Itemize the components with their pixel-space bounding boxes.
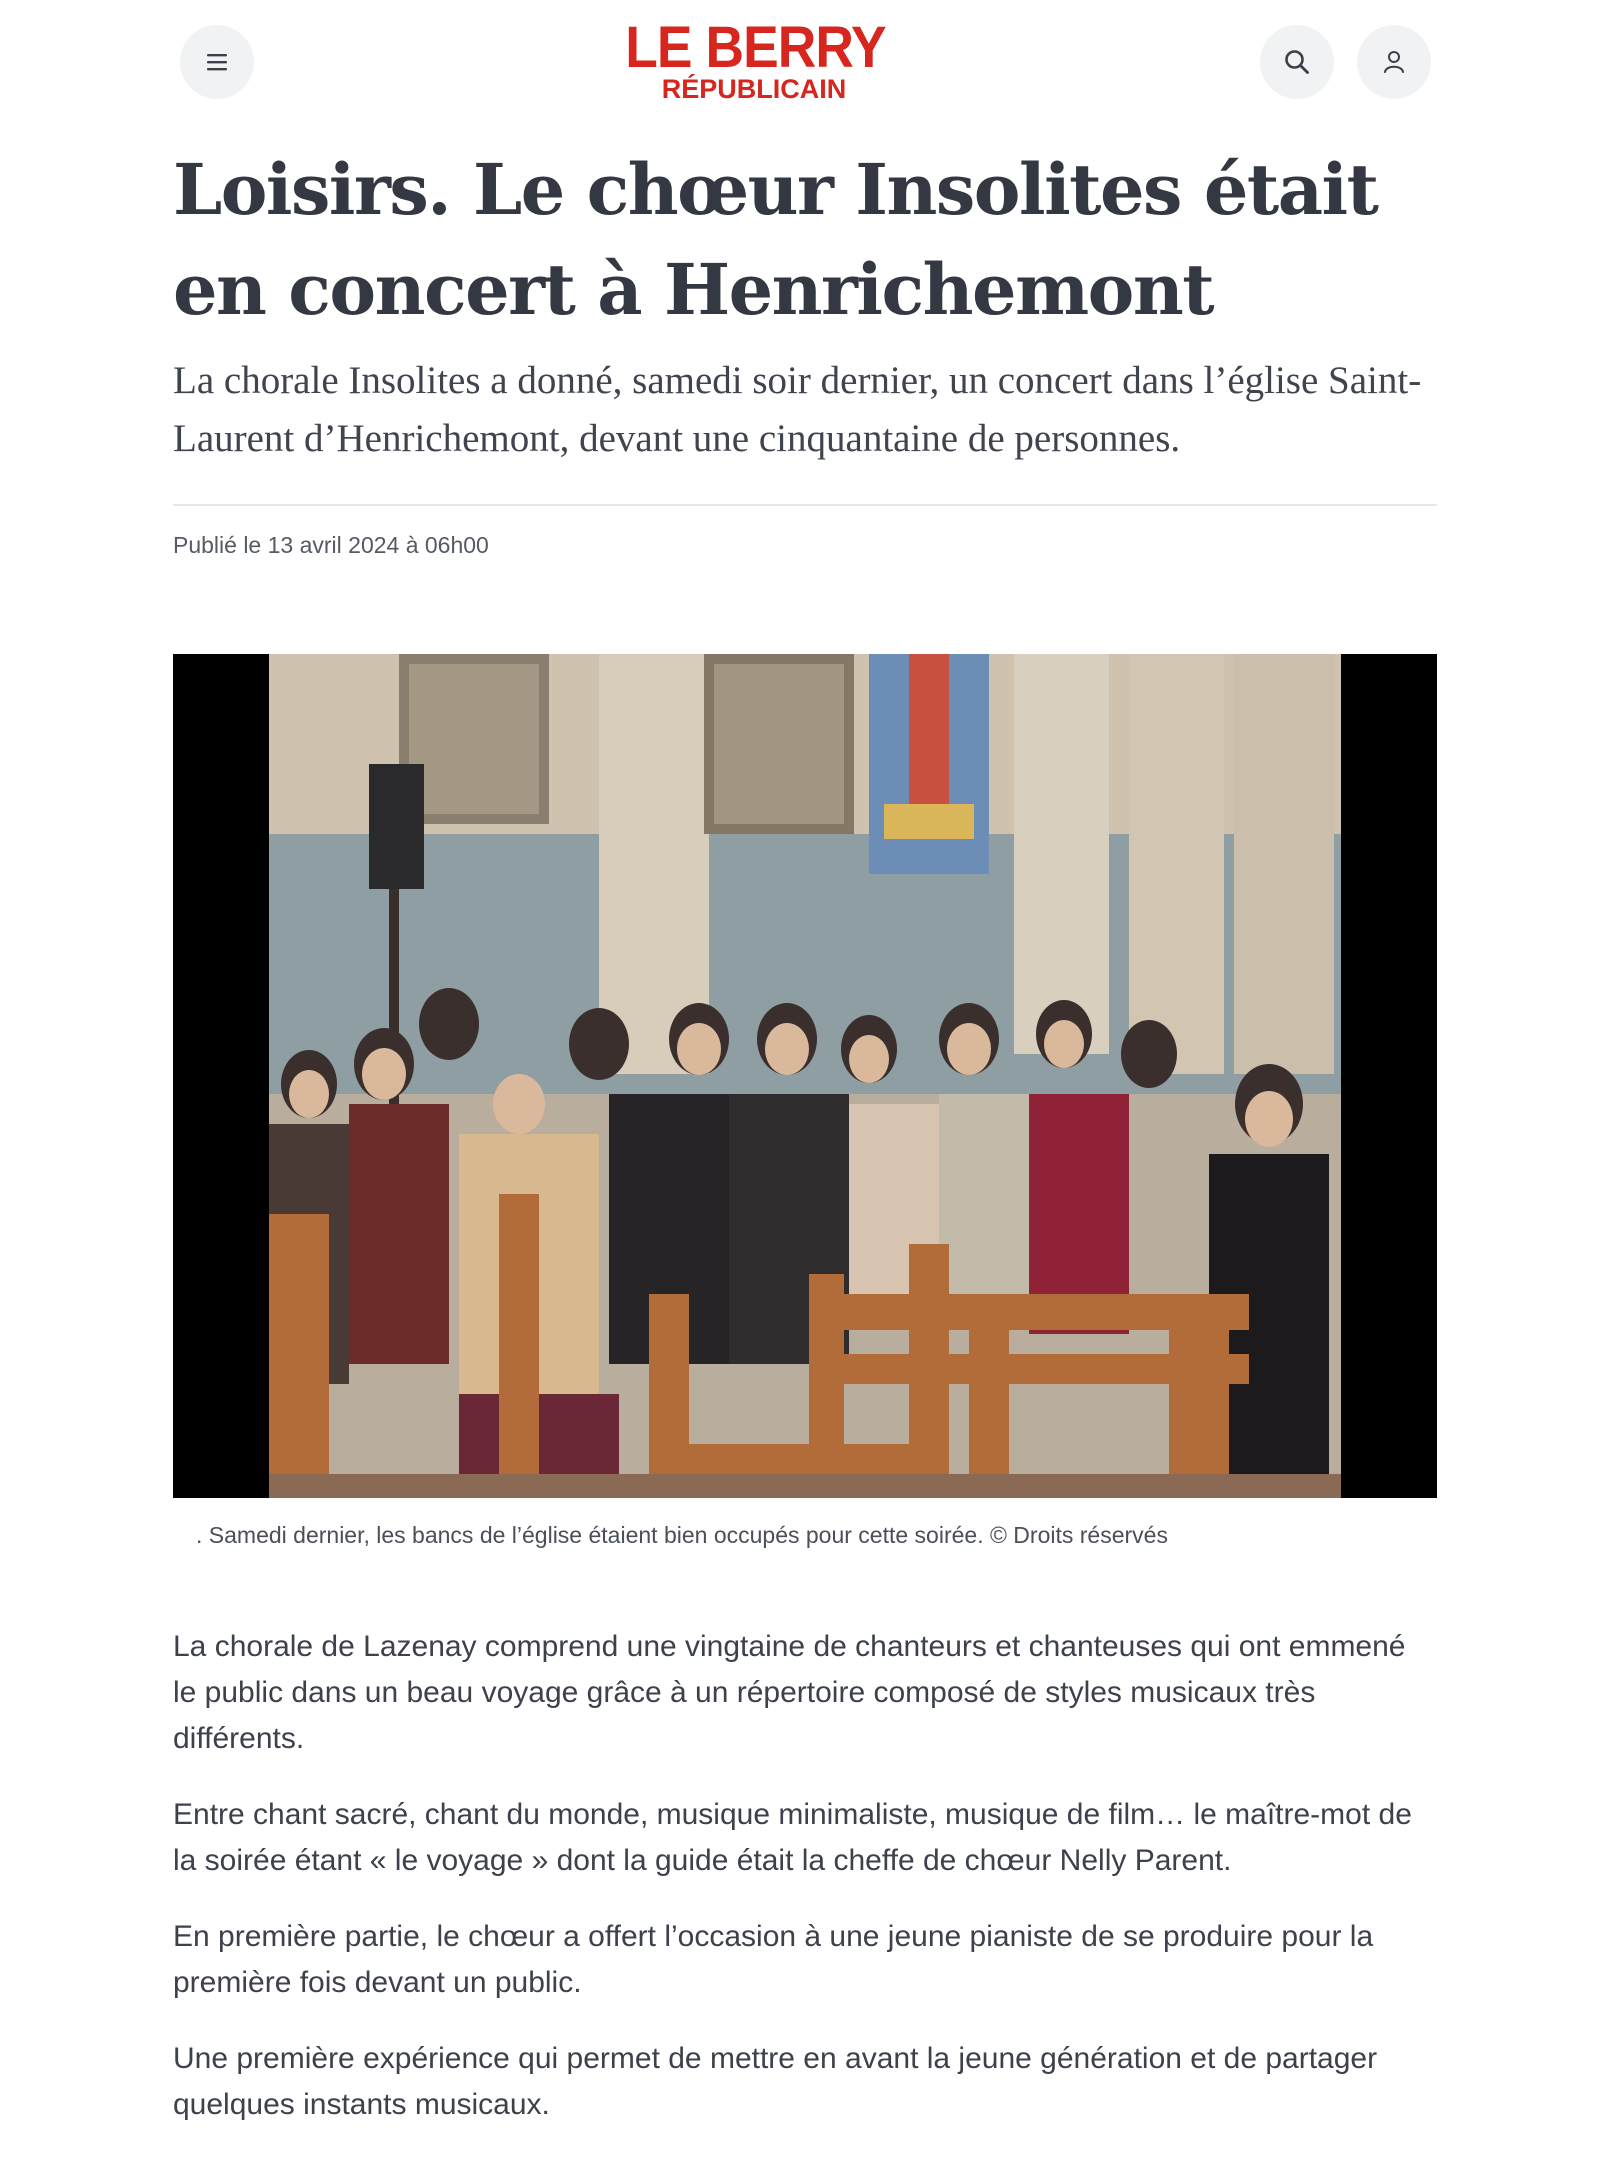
divider <box>173 504 1437 506</box>
church-concert-photo <box>269 654 1341 1498</box>
article-paragraph: La chorale de Lazenay comprend une vingtaine de chanteurs et chanteuses qui ont emmené le public dans un beau voyage grâce à un répertoire composé de styles musicaux très différents. <box>173 1630 1406 1755</box>
publication-date: Publié le 13 avril 2024 à 06h00 <box>173 532 489 558</box>
hamburger-menu-icon <box>201 46 233 78</box>
article-body <box>173 1624 1437 2158</box>
logo-line-1: LE BERRY <box>625 15 886 80</box>
logo-line-2: RÉPUBLICAIN <box>661 74 847 104</box>
article-paragraph: Entre chant sacré, chant du monde, musique minimaliste, musique de film… le maître-mot de la soirée étant « le voyage » dont la guide était la cheffe de chœur Nelly Parent. <box>173 1798 1412 1877</box>
article-lead: La chorale Insolites a donné, samedi soir dernier, un concert dans l’église Saint-Laurent d’Henrichemont, devant une cinquantaine de personnes. <box>173 359 1422 460</box>
site-logo[interactable] <box>614 15 894 104</box>
article-title: Loisirs. Le chœur Insolites était en concert à Henrichemont <box>173 148 1378 331</box>
article-photo[interactable] <box>173 654 1437 1498</box>
search-icon <box>1281 46 1313 78</box>
article-paragraph: Une première expérience qui permet de mettre en avant la jeune génération et de partager quelques instants musicaux. <box>173 2042 1378 2121</box>
search-button[interactable] <box>1260 25 1334 99</box>
photo-caption: . Samedi dernier, les bancs de l’église étaient bien occupés pour cette soirée. © Droits réservés <box>196 1522 1168 1548</box>
menu-button[interactable] <box>180 25 254 99</box>
user-account-icon <box>1378 46 1410 78</box>
account-button[interactable] <box>1357 25 1431 99</box>
article-paragraph: En première partie, le chœur a offert l’occasion à une jeune pianiste de se produire pour la première fois devant un public. <box>173 1920 1374 1999</box>
article-header <box>173 140 1437 559</box>
site-header <box>0 0 1620 124</box>
